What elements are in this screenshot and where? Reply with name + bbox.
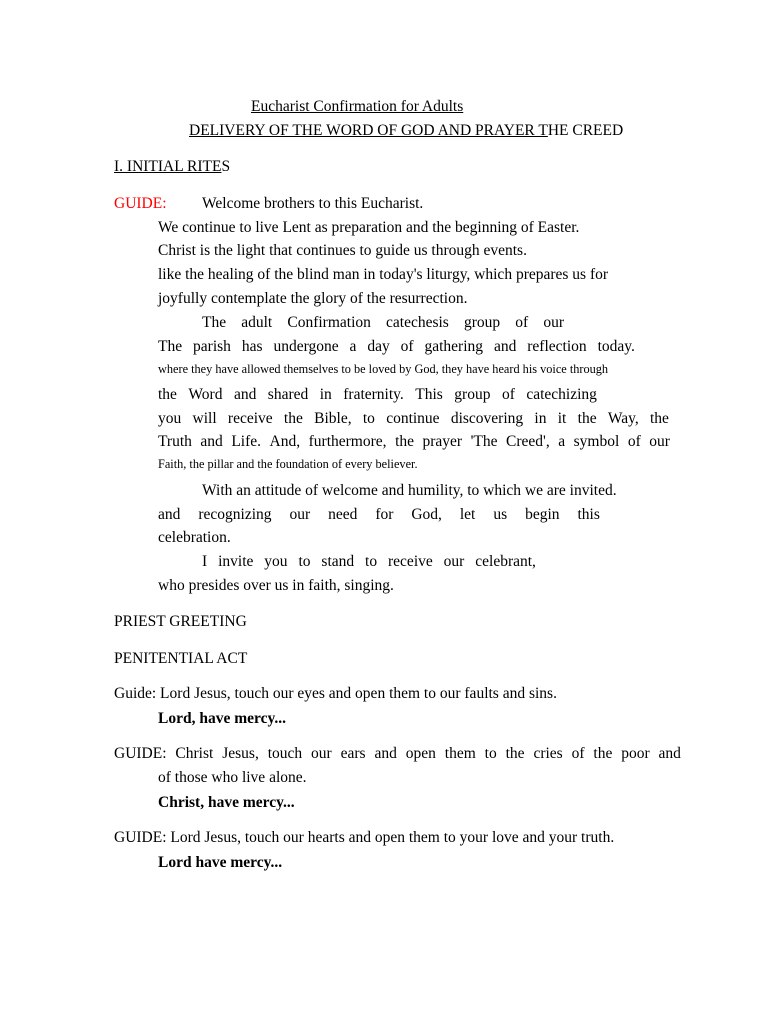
document-subtitle (189, 123, 623, 139)
word: to (298, 553, 311, 570)
word: group (463, 314, 501, 331)
word: of (627, 433, 641, 450)
section-heading-underlined: I. INITIAL RITE (114, 158, 222, 175)
para2-small-line: where they have allowed themselves to be loved by God, they have heard his voice through (158, 362, 609, 376)
word: the (158, 386, 177, 403)
word: to (362, 410, 375, 427)
para4-line-1 (202, 554, 536, 570)
word: and (233, 386, 257, 403)
word: Word (188, 386, 223, 403)
word: the (283, 410, 303, 427)
word: and (374, 745, 397, 762)
word: has (241, 338, 263, 355)
word: this (577, 506, 600, 523)
document-title-text: Eucharist Confirmation for Adults (251, 98, 464, 115)
word: shared (267, 386, 309, 403)
word: invite (218, 553, 254, 570)
word: continue (386, 410, 440, 427)
word: The (202, 314, 227, 331)
para2-line-4 (158, 387, 597, 403)
word: symbol (573, 433, 620, 450)
word: let (459, 506, 476, 523)
word: recognizing (198, 506, 272, 523)
word: group (454, 386, 491, 403)
word: it (557, 410, 567, 427)
word: will (192, 410, 217, 427)
word: in (319, 386, 332, 403)
para3-line-1: With an attitude of welcome and humility, to which we are invited. (202, 482, 617, 499)
penitential-item-1-response: Lord, have mercy... (158, 710, 287, 727)
word: poor (621, 745, 650, 762)
word: us (493, 506, 508, 523)
word: to (484, 745, 497, 762)
word: receive (227, 410, 273, 427)
word: celebrant, (475, 553, 536, 570)
word: and (493, 338, 517, 355)
word: Christ (175, 745, 214, 762)
word: to (365, 553, 378, 570)
word: catechesis (386, 314, 449, 331)
word: ears (340, 745, 366, 762)
word: Jesus, (222, 745, 259, 762)
word: you (264, 553, 288, 570)
penitential-item-2-response: Christ, have mercy... (158, 794, 295, 811)
para2-line-2 (158, 339, 635, 355)
penitential-act-heading: PENITENTIAL ACT (114, 650, 248, 667)
para2-small-line-2: Faith, the pillar and the foundation of every believer. (158, 457, 418, 471)
word: of (501, 386, 515, 403)
word: our (543, 314, 564, 331)
word: a (558, 433, 566, 450)
para2-line-5 (158, 411, 669, 427)
word: open (405, 745, 436, 762)
word: discovering (450, 410, 524, 427)
word: the (593, 745, 613, 762)
word: Confirmation (287, 314, 371, 331)
word: you (158, 410, 182, 427)
word: our (311, 745, 332, 762)
penitential-item-2-line-2: of those who live alone. (158, 769, 307, 786)
section-heading-rest: S (221, 158, 231, 175)
word: for (375, 506, 394, 523)
penitential-item-2-line (114, 746, 681, 762)
word: catechizing (526, 386, 597, 403)
word: our (443, 553, 465, 570)
word: reflection (527, 338, 587, 355)
word: the (505, 745, 525, 762)
guide-line-4: joyfully contemplate the glory of the resurrection. (158, 290, 468, 307)
word: adult (241, 314, 273, 331)
word: them (444, 745, 476, 762)
word: Bible, (314, 410, 352, 427)
guide-first-line: Welcome brothers to this Eucharist. (202, 195, 424, 212)
word: stand (321, 553, 355, 570)
word: undergone (273, 338, 339, 355)
guide-line-3: like the healing of the blind man in today's liturgy, which prepares us for (158, 266, 609, 283)
word: This (415, 386, 443, 403)
word: Life. (231, 433, 262, 450)
word: The (158, 338, 183, 355)
word: need (328, 506, 358, 523)
word: cries (533, 745, 563, 762)
penitential-item-3-response: Lord have mercy... (158, 854, 283, 871)
word: receive (388, 553, 433, 570)
word: day (367, 338, 390, 355)
para2-line-6 (158, 434, 670, 450)
word: God, (411, 506, 442, 523)
para3-line-2 (158, 507, 600, 523)
word: gathering (424, 338, 484, 355)
word: furthermore, (308, 433, 387, 450)
word: of (515, 314, 529, 331)
word: GUIDE: (114, 745, 167, 762)
section-heading-initial-rites (114, 159, 230, 175)
word: and (658, 745, 681, 762)
word: and (158, 506, 181, 523)
word: the (395, 433, 414, 450)
word: And, (269, 433, 301, 450)
priest-greeting-heading: PRIEST GREETING (114, 613, 247, 630)
document-title (251, 99, 497, 115)
guide-line-2: Christ is the light that continues to guide us through events. (158, 242, 527, 259)
word: the (577, 410, 597, 427)
guide-line-1: We continue to live Lent as preparation and the beginning of Easter. (158, 219, 580, 236)
word: parish (193, 338, 231, 355)
word: our (649, 433, 670, 450)
word: the (650, 410, 669, 427)
subtitle-rest: HE CREED (547, 122, 624, 139)
word: I (202, 553, 208, 570)
para2-line-1 (202, 315, 564, 331)
word: in (534, 410, 547, 427)
subtitle-underlined-part: DELIVERY OF THE WORD OF GOD AND PRAYER T (189, 122, 548, 139)
word: touch (267, 745, 303, 762)
penitential-item-3-line: GUIDE: Lord Jesus, touch our hearts and open them to your love and your truth. (114, 829, 615, 846)
word: and (200, 433, 223, 450)
para4-line-2: who presides over us in faith, singing. (158, 577, 394, 594)
word: begin (525, 506, 560, 523)
word: a (349, 338, 357, 355)
penitential-item-1-line: Guide: Lord Jesus, touch our eyes and open them to our faults and sins. (114, 685, 557, 702)
word: 'The (470, 433, 498, 450)
word: our (289, 506, 311, 523)
word: of (571, 745, 585, 762)
word: Truth (158, 433, 192, 450)
word: prayer (422, 433, 463, 450)
para3-line-3: celebration. (158, 529, 231, 546)
word: of (400, 338, 414, 355)
word: today. (597, 338, 635, 355)
word: fraternity. (343, 386, 404, 403)
guide-label: GUIDE: (114, 195, 167, 212)
word: Way, (607, 410, 639, 427)
word: Creed', (506, 433, 550, 450)
